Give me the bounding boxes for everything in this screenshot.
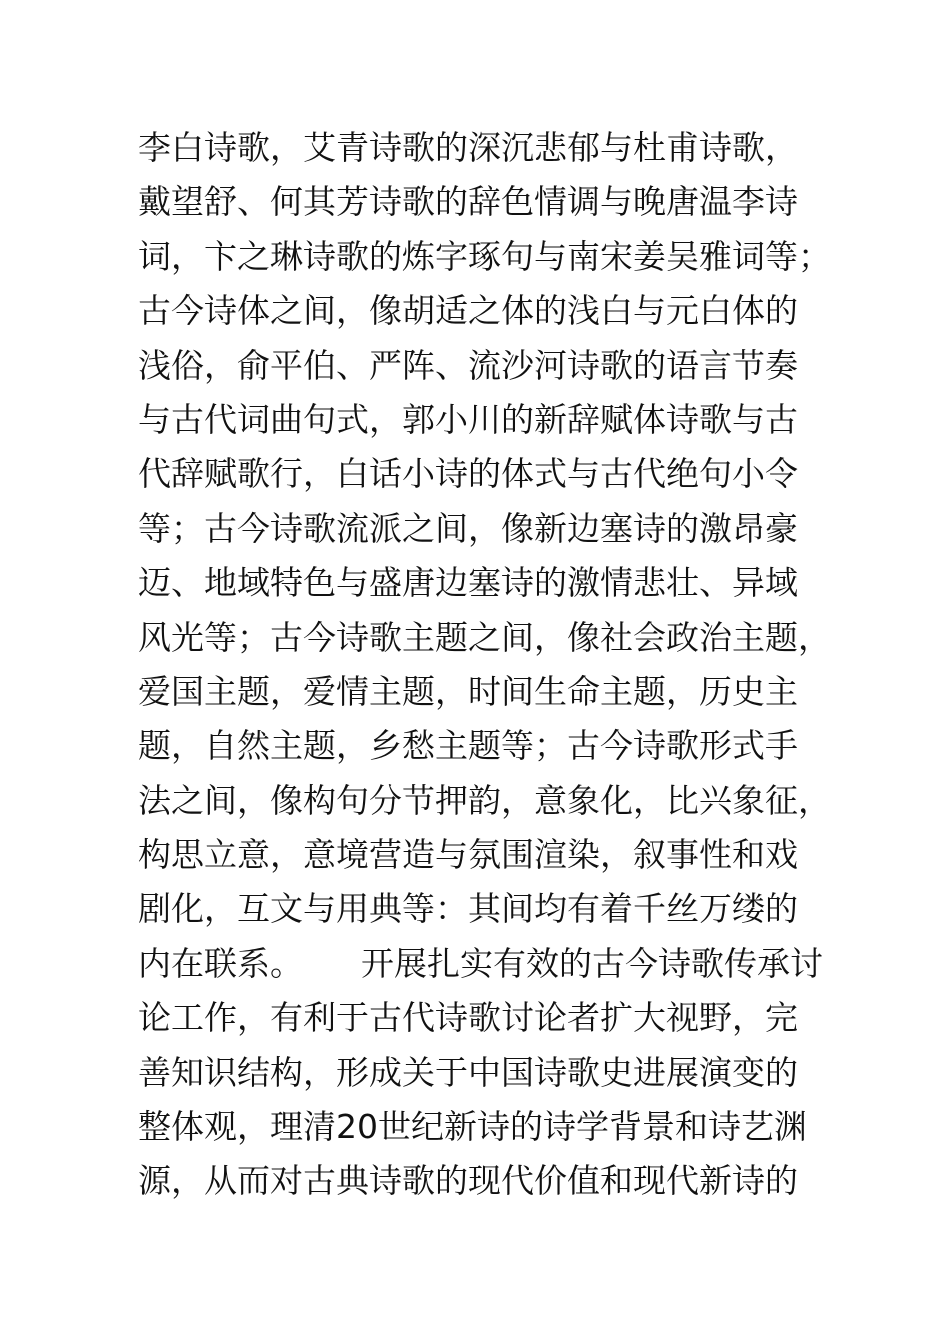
text-line: 源，从而对古典诗歌的现代价值和现代新诗的: [138, 1161, 798, 1201]
body-text: [138, 121, 838, 1209]
text-line: 法之间，像构句分节押韵，意象化，比兴象征，: [138, 780, 831, 820]
text-line: 构思立意，意境营造与氛围渲染，叙事性和戏: [138, 835, 798, 875]
paragraph-break-line: [138, 937, 838, 991]
text-line: 与古代词曲句式，郭小川的新辞赋体诗歌与古: [138, 399, 798, 439]
text-line: 代辞赋歌行，白话小诗的体式与古代绝句小令: [138, 454, 798, 494]
text-line: 戴望舒、何其芳诗歌的辞色情调与晚唐温李诗: [138, 182, 798, 222]
text-line: 爱国主题，爱情主题，时间生命主题，历史主: [138, 671, 798, 711]
text-line: 迈、地域特色与盛唐边塞诗的激情悲壮、异域: [138, 563, 798, 603]
text-line: 浅俗，俞平伯、严阵、流沙河诗歌的语言节奏: [138, 345, 798, 385]
text-line: 等；古今诗歌流派之间，像新边塞诗的激昂豪: [138, 508, 798, 548]
text-line: 古今诗体之间，像胡适之体的浅白与元白体的: [138, 291, 798, 331]
text-line: 整体观，理清20世纪新诗的诗学背景和诗艺渊: [138, 1107, 807, 1147]
text-line: 题，自然主题，乡愁主题等；古今诗歌形式手: [138, 726, 798, 766]
text-line: 风光等；古今诗歌主题之间，像社会政治主题，: [138, 617, 831, 657]
text-line: 剧化，互文与用典等：其间均有着千丝万缕的: [138, 889, 798, 929]
text-line: 善知识结构，形成关于中国诗歌史进展演变的: [138, 1052, 798, 1092]
text-line: 词，卞之琳诗歌的炼字琢句与南宋姜吴雅词等；: [138, 236, 831, 276]
text-line: 论工作，有利于古代诗歌讨论者扩大视野，完: [138, 998, 798, 1038]
text-line: 李白诗歌，艾青诗歌的深沉悲郁与杜甫诗歌，: [138, 128, 798, 167]
paragraph-end-text: 内在联系。: [138, 943, 303, 983]
paragraph-start-text: 开展扎实有效的古今诗歌传承讨: [361, 943, 823, 983]
